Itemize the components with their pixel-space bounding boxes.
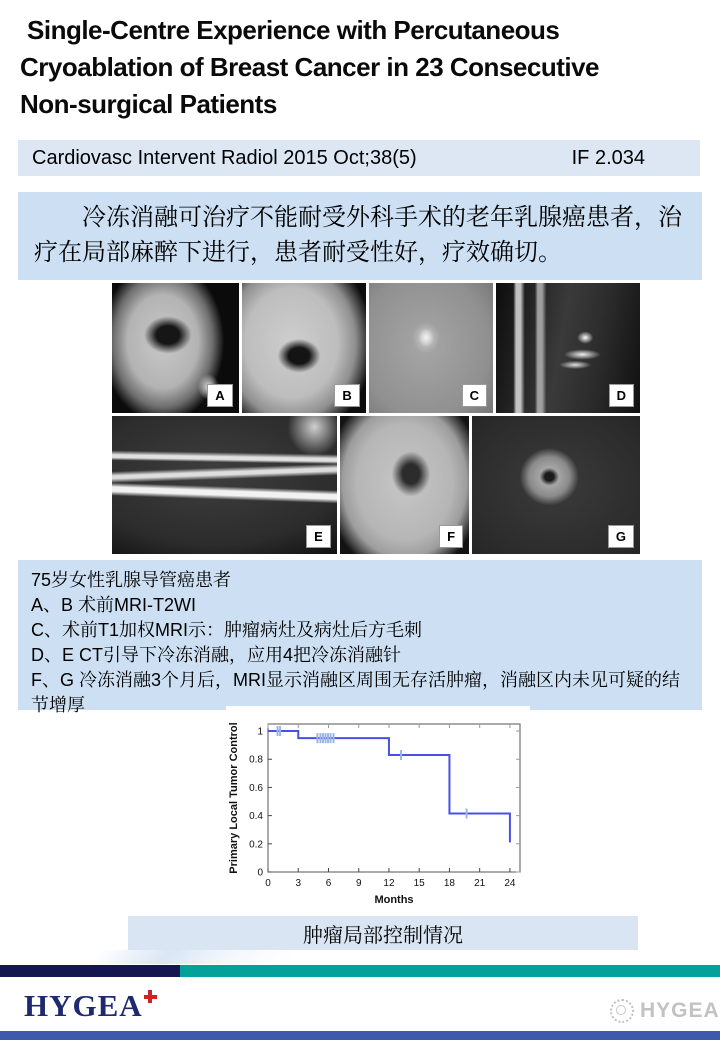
svg-text:15: 15 [413,878,425,889]
summary-text: 冷冻消融可治疗不能耐受外科手术的老年乳腺癌患者，治疗在局部麻醉下进行，患者耐受性好，疗效确切。 [34,204,682,266]
svg-text:Months: Months [374,894,414,906]
description-line: C、术前T1加权MRI示：肿瘤病灶及病灶后方毛刺 [31,620,422,640]
footer-teal-segment [180,965,720,977]
description-line: A、B 术前MRI-T2WI [31,595,196,615]
svg-text:0: 0 [265,878,271,889]
description-line: 75岁女性乳腺导管癌患者 [31,570,232,590]
mri-panel-g [472,416,640,554]
panel-label-f: F [439,525,463,548]
hygea-watermark-text: HYGEA [640,999,720,1022]
svg-text:0.8: 0.8 [249,754,263,766]
journal-citation-bar [18,140,700,176]
svg-text:0.6: 0.6 [249,782,263,794]
mri-panel-a [112,283,239,413]
footer-divider-bar [0,965,720,977]
svg-text:18: 18 [443,878,456,889]
kaplan-meier-chart [226,706,530,912]
chart-caption-bar [128,916,638,950]
svg-text:3: 3 [295,878,302,889]
panel-label-b: B [334,384,359,407]
description-line: D、E CT引导下冷冻消融，应用4把冷冻消融针 [31,645,402,665]
hygea-watermark [610,999,720,1023]
title-line: Non-surgical Patients [20,89,277,119]
ct-panel-d [496,283,640,413]
impact-factor: IF 2.034 [571,146,645,169]
panel-label-e: E [306,525,331,548]
red-cross-icon [144,990,157,1003]
kaplan-meier-svg [226,706,530,912]
footer-navy-segment [0,965,180,977]
panel-label-d: D [609,384,634,407]
mri-panel-f [340,416,469,554]
figure-row-1 [112,283,640,413]
ct-panel-e [112,416,337,554]
description-line: F、G 冷冻消融3个月后，MRI显示消融区周围无存活肿瘤，消融区内未见可疑的结节增厚 [31,670,680,715]
hygea-emblem-icon [610,999,634,1023]
figure-row-2 [112,416,640,554]
panel-label-a: A [207,384,232,407]
svg-text:12: 12 [383,878,395,889]
title-line: Single-Centre Experience with Percutaneous [27,15,560,45]
svg-text:0: 0 [257,867,263,879]
svg-text:6: 6 [325,878,332,889]
summary-box [18,192,702,280]
mri-panel-b [242,283,366,413]
svg-text:21: 21 [474,878,486,889]
panel-label-g: G [608,525,634,548]
svg-text:0.2: 0.2 [249,839,263,851]
svg-text:9: 9 [355,878,362,889]
figure-grid [112,283,640,554]
title-line: Cryoablation of Breast Cancer in 23 Consecutive [20,52,600,82]
mri-panel-c [369,283,493,413]
footer-swoosh-decoration [90,950,340,964]
svg-text:Primary Local Tumor Control: Primary Local Tumor Control [228,722,240,874]
svg-text:1: 1 [257,726,263,738]
svg-text:24: 24 [504,878,516,889]
panel-label-c: C [462,384,487,407]
figure-description-box [18,560,702,715]
chart-caption-text: 肿瘤局部控制情况 [303,924,463,947]
svg-text:0.4: 0.4 [249,811,263,823]
hygea-logo-text: HYGEA [24,988,143,1023]
hygea-logo [24,988,157,1024]
bottom-edge-bar [0,1031,720,1040]
page-title [20,12,704,123]
journal-citation: Cardiovasc Intervent Radiol 2015 Oct;38(5) [32,146,417,169]
